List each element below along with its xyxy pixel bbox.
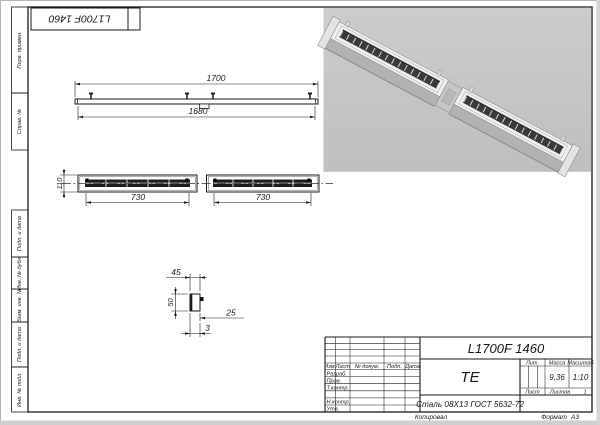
tb-row-razrab: Разраб. — [326, 371, 347, 378]
tb-row-nkontr: Н.контр. — [326, 399, 351, 406]
dim-text-1680: 1680 — [188, 106, 208, 116]
margin-label-podp2: Подп. и дата — [17, 326, 23, 363]
tb-lit-label: Лит. — [525, 360, 540, 367]
tb-row-utv: Утв. — [326, 406, 340, 413]
section-tab — [200, 297, 204, 301]
dim-text-110: 110 — [55, 177, 64, 190]
tb-col-list: Лист — [335, 364, 350, 370]
margin-label-inv-podl: Инв. № подл. — [17, 372, 23, 407]
tb-listov-value: 1 — [583, 389, 587, 396]
tb-list-label: Лист — [525, 389, 540, 396]
tb-col-data: Дата — [405, 364, 420, 370]
tb-col-podp: Подп. — [387, 364, 402, 370]
dim-text-50: 50 — [166, 298, 175, 307]
dim-text-3: 3 — [205, 323, 210, 333]
footer-copied: Копировал — [414, 414, 448, 421]
tb-masshtab-label: Масштаб — [567, 360, 594, 367]
margin-label-vzam: Взам. инв. № — [17, 288, 23, 323]
dim-text-1700: 1700 — [206, 73, 226, 83]
dim-text-25: 25 — [226, 307, 236, 318]
tb-row-tkontr: Т.контр. — [326, 385, 350, 392]
tb-col-doc: № докум. — [354, 364, 380, 370]
tb-col-izm: Изм. — [324, 364, 337, 370]
margin-label-inv-dubl: Инв. № дубл. — [17, 255, 23, 291]
margin-label-perv: Перв. примен. — [17, 31, 23, 69]
footer-format-value: А3 — [571, 414, 579, 421]
footer-format-label: Формат — [541, 414, 567, 421]
tb-massa-value: 9,36 — [549, 373, 565, 382]
sheet-shadow-bottom — [0, 421, 600, 425]
margin-label-sprav: Справ. № — [17, 108, 23, 135]
tb-listov-label: Листов — [549, 389, 571, 396]
tb-material: Сталь 08Х13 ГОСТ 5632-72 — [416, 400, 524, 409]
margin-label-podp1: Подп. и дата — [17, 215, 23, 252]
render-3d-inset — [318, 8, 592, 177]
tb-massa-label: Масса — [548, 360, 566, 367]
dim-text-45: 45 — [171, 267, 181, 277]
stamp-text: L1700F 1460 — [48, 12, 111, 25]
tb-masshtab-value: 1:10 — [572, 373, 589, 382]
sheet-shadow-right — [597, 0, 600, 425]
tb-row-prov: Пров. — [326, 378, 342, 385]
tb-designation: L1700F 1460 — [467, 341, 545, 356]
dim-text-730-left: 730 — [130, 192, 146, 202]
tb-part-name: ТЕ — [460, 369, 480, 386]
dim-text-730-right: 730 — [255, 192, 271, 202]
